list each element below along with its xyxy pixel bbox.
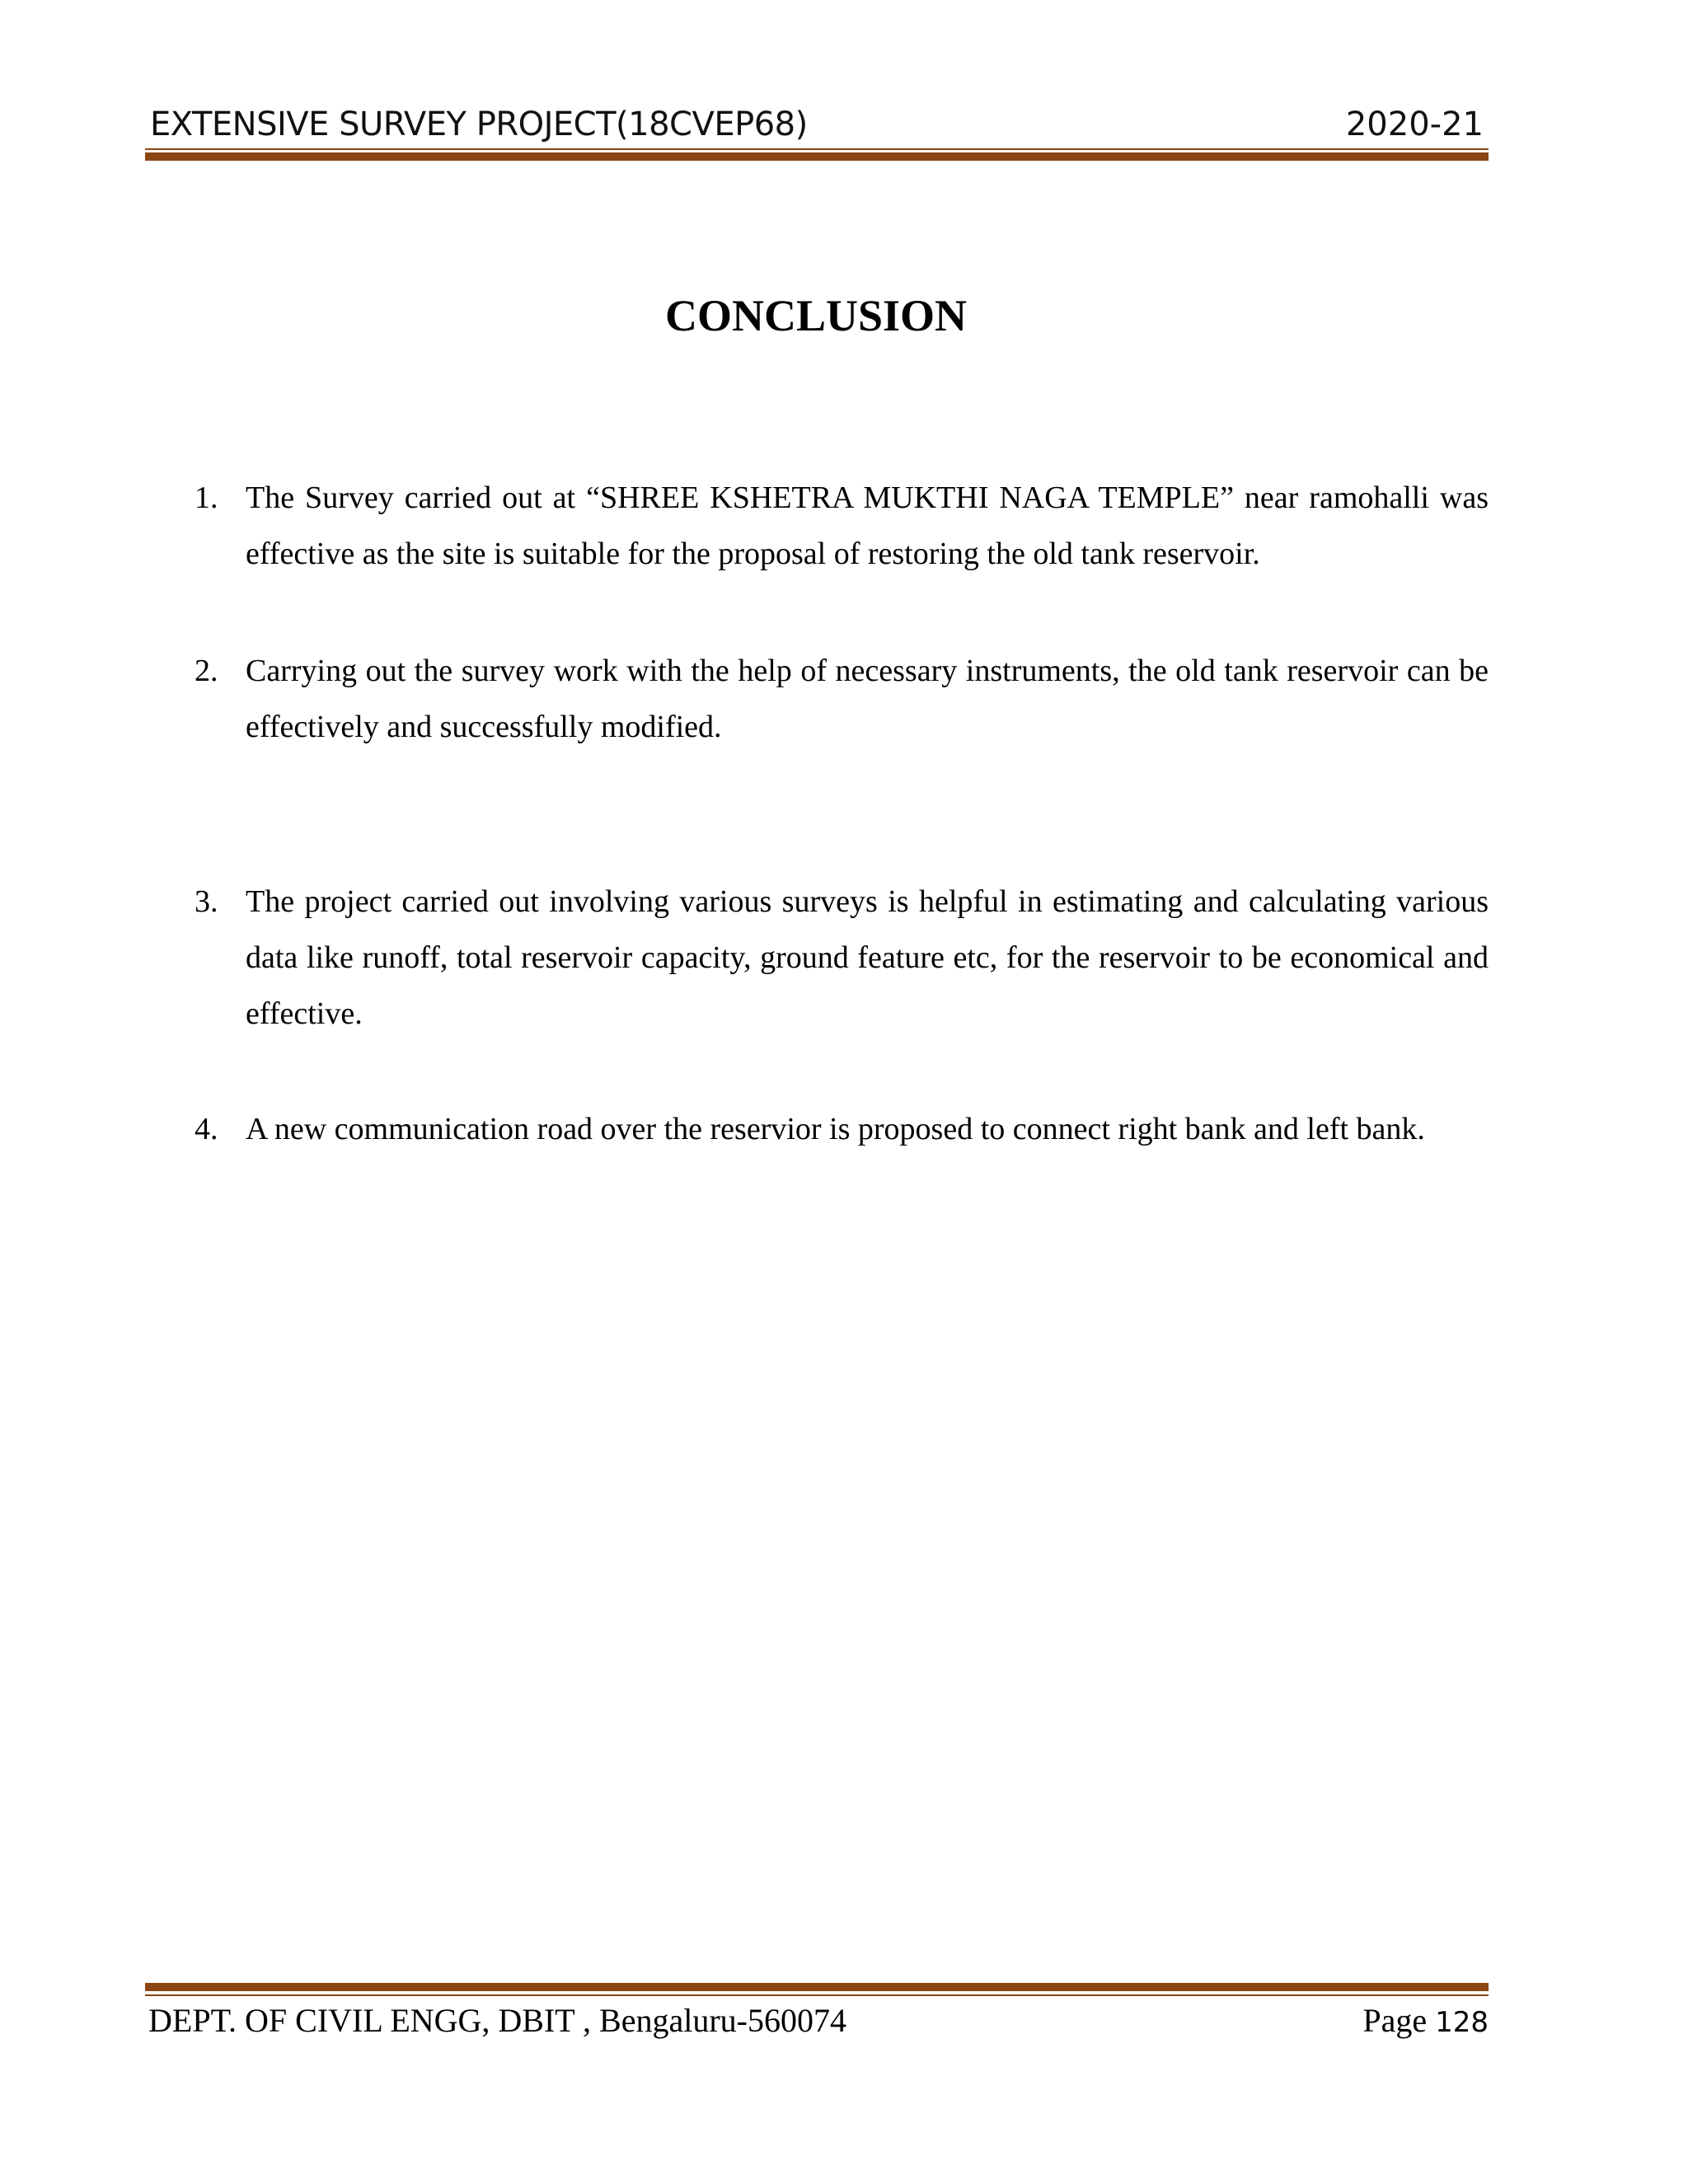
list-item-number: 3. bbox=[195, 884, 218, 919]
header-project-title: EXTENSIVE SURVEY PROJECT(18CVEP68) bbox=[150, 105, 808, 143]
page-title: CONCLUSION bbox=[664, 291, 968, 340]
header-year: 2020-21 bbox=[1345, 105, 1484, 143]
footer-page bbox=[1362, 2001, 1489, 2040]
list-item-number: 2. bbox=[195, 654, 218, 688]
footer-page-label: Page bbox=[1362, 2002, 1428, 2039]
list-item-number: 4. bbox=[195, 1112, 218, 1146]
footer-department: DEPT. OF CIVIL ENGG, DBIT , Bengaluru-560074 bbox=[148, 2002, 846, 2039]
footer-rule-thin bbox=[145, 1994, 1489, 1996]
list-item-text: Carrying out the survey work with the help of necessary instruments, the old tank reservoir can be effectively and successfully modified. bbox=[246, 654, 1489, 744]
footer-page-number: 128 bbox=[1435, 2006, 1489, 2039]
list-item-text: A new communication road over the reservior is proposed to connect right bank and left bank. bbox=[246, 1112, 1425, 1146]
header-rule-thick bbox=[145, 152, 1489, 161]
footer-rule-thick bbox=[145, 1983, 1489, 1991]
header-rule-thin bbox=[145, 148, 1489, 150]
list-item-number: 1. bbox=[195, 480, 218, 515]
list-item-text: The project carried out involving various surveys is helpful in estimating and calculating various data like runoff, total reservoir capacity, ground feature etc, for the reservoir to be economical and effective. bbox=[246, 884, 1489, 1031]
list-item-text: The Survey carried out at “SHREE KSHETRA MUKTHI NAGA TEMPLE” near ramohalli was effective as the site is suitable for the proposal of restoring the old tank reservoir. bbox=[246, 480, 1489, 571]
